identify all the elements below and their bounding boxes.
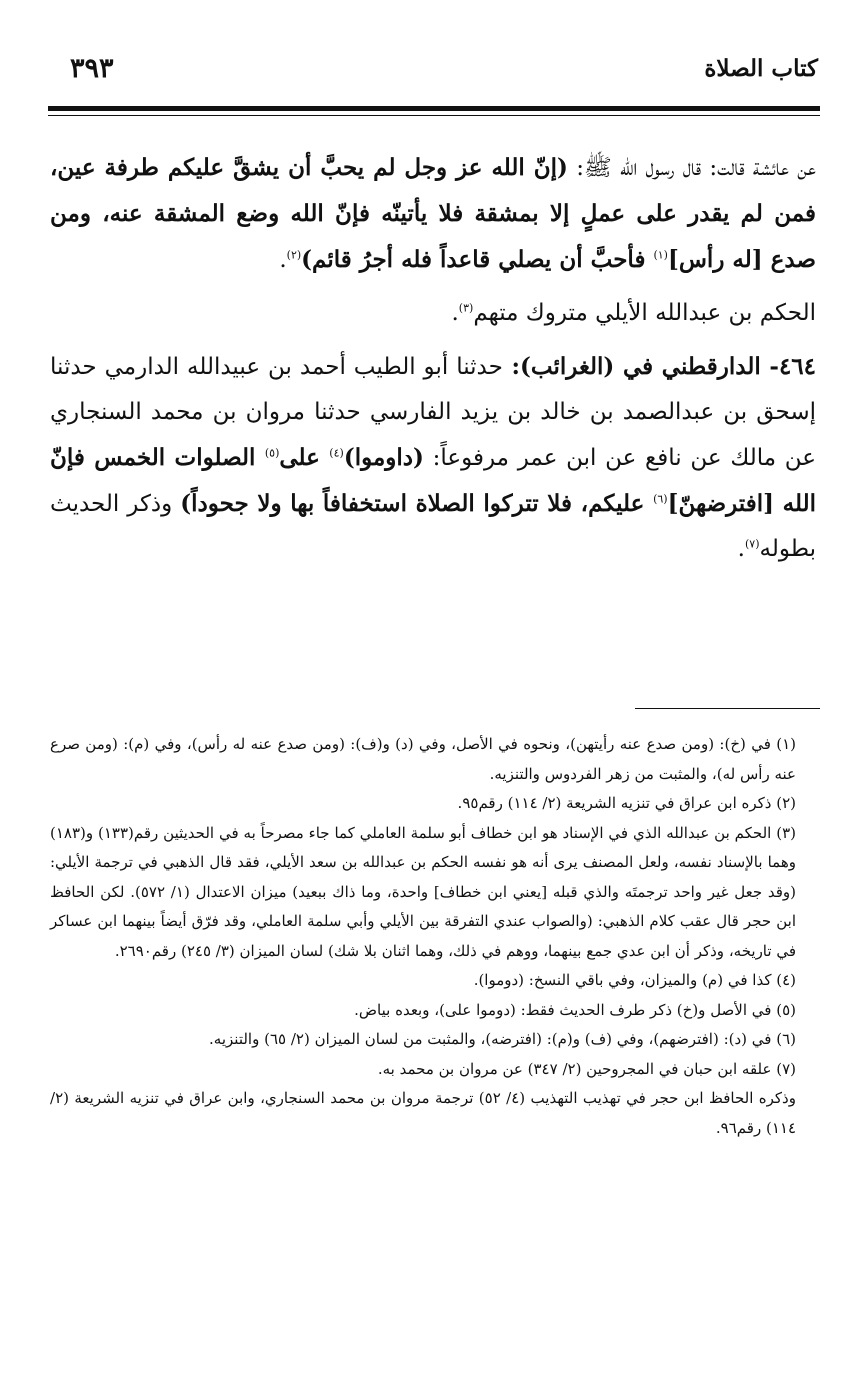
hadith-quote-part: على: [279, 444, 330, 471]
hadith-quote: (داوموا): [343, 444, 424, 471]
hadith-tail: وذكر الحديث بطوله: [50, 491, 816, 562]
footnote-2: (٢) ذكره ابن عراق في تنزيه الشريعة (٢/ ١١٤) رقم٩٥.: [457, 794, 796, 812]
footnote-3: (٣) الحكم بن عبدالله الذي في الإسناد هو ابن خطاف أبو سلمة العاملي كما جاء مصرحاً به في الحديثين رقم(١٣٣) و(١٨٣) وهما بالإسناد نفسه، ولعل المصنف يرى أنه هو نفسه الحكم بن عبدالله بن سعد الأيلي، فقد قال الذهبي في ترجمة الأيلي: (وقد جعل غير واحد ترجمتَه والذي قبله [يعني ابن خطاف] واحدة، وما ذاك ببعيد) ميزان الاعتدال (١/ ٥٧٢). لكن الحافظ ابن حجر قال عقب كلام الذهبي: (والصواب عندي التفرقة بين الأيلي وأبي سلمة العاملي، وقد فرّق أيضاً بينهما ابن عساكر في تاريخه، وذكر أن ابن عدي جمع بينهما، ووهم في ذلك، وهما اثنان بلا شك) لسان الميزان (٣/ ٢٤٥) رقم٢٦٩٠.: [50, 823, 797, 960]
narrator-note-text: الحكم بن عبدالله الأيلي متروك متهم: [473, 300, 816, 326]
footnote-ref-1[interactable]: (١): [653, 248, 668, 262]
narrator-note: [50, 291, 816, 336]
isnad-chain: حدثنا أبو الطيب أحمد بن عبيدالله الدارمي حدثنا إسحق بن عبدالصمد بن خالد بن يزيد الفارسي حدثنا مروان بن محمد السنجاري عن مالك عن نافع عن ابن عمر مرفوعاً:: [50, 354, 817, 471]
hadith-quote-end: عليكم، فلا تتركوا الصلاة استخفافاً بها ولا جحوداً): [180, 490, 654, 517]
sentence-end: .: [451, 300, 459, 326]
footnote-ref-7[interactable]: (٧): [744, 537, 760, 551]
header-rule-thin: [48, 115, 820, 116]
footnote-ref-5[interactable]: (٥): [264, 446, 280, 460]
sentence-end: .: [279, 247, 287, 273]
footnote-ref-3[interactable]: (٣): [458, 301, 474, 315]
sentence-end: .: [737, 536, 745, 562]
footnote-1: (١) في (خ): (ومن صدع عنه رأيتهن)، ونحوه في الأصل، وفي (د) و(ف): (ومن صدع عنه له رأس)، وفي (م): (ومن صرع عنه رأس له)، والمثبت من زهر الفردوس والتنزيه.: [50, 735, 796, 783]
footnote-7-continued: وذكره الحافظ ابن حجر في تهذيب التهذيب (٤/ ٥٢) ترجمة مروان بن محمد السنجاري، وابن عراق في تنزيه الشريعة (٢/ ١١٤) رقم٩٦.: [50, 1089, 796, 1137]
footnote-ref-2[interactable]: (٢): [286, 248, 302, 262]
header-rule-thick: [48, 106, 820, 111]
hadith-paragraph-464: [50, 344, 816, 572]
hadith-quote-part: الصلوات الخمس فإنّ الله [افترضهنّ]: [50, 444, 816, 517]
hadith-paragraph-aisha: [50, 145, 816, 283]
hadith-intro: عن عائشة قالت: قال رسول الله ﷺ:: [567, 155, 817, 181]
hadith-quote-end: فأحبَّ أن يصلي قاعداً فله أجرُ قائم): [301, 246, 654, 273]
main-text: [50, 145, 816, 572]
hadith-quote: (إنّ الله عز وجل لم يحبَّ أن يشقَّ عليكم طرفة عين، فمن لم يقدر على عملٍ إلا بمشقة فلا يأتينّه فإنّ الله وضع المشقة عنه، ومن صدع [له رأس]: [50, 154, 816, 273]
footnote-7: (٧) علقه ابن حبان في المجروحين (٢/ ٣٤٧) عن مروان بن محمد به.: [377, 1059, 796, 1078]
footnote-4: (٤) كذا في (م) والميزان، وفي باقي النسخ: (دوموا).: [473, 971, 796, 989]
footnote-separator: [635, 708, 820, 709]
running-title: كتاب الصلاة: [704, 55, 818, 82]
footnote-ref-4[interactable]: (٤): [329, 446, 344, 460]
page-header: [70, 55, 818, 95]
footnotes: [50, 730, 816, 1143]
page-number: ٣٩٣: [70, 53, 114, 84]
footnote-ref-6[interactable]: (٦): [653, 492, 668, 506]
footnote-5: (٥) في الأصل و(خ) ذكر طرف الحديث فقط: (دوموا على)، وبعده بياض.: [354, 1000, 796, 1019]
hadith-number-source: ٤٦٤- الدارقطني في (الغرائب):: [502, 353, 816, 380]
footnote-6: (٦) في (د): (افترضهم)، وفي (ف) و(م): (افترضه)، والمثبت من لسان الميزان (٢/ ٦٥) والتنزيه.: [209, 1030, 796, 1048]
